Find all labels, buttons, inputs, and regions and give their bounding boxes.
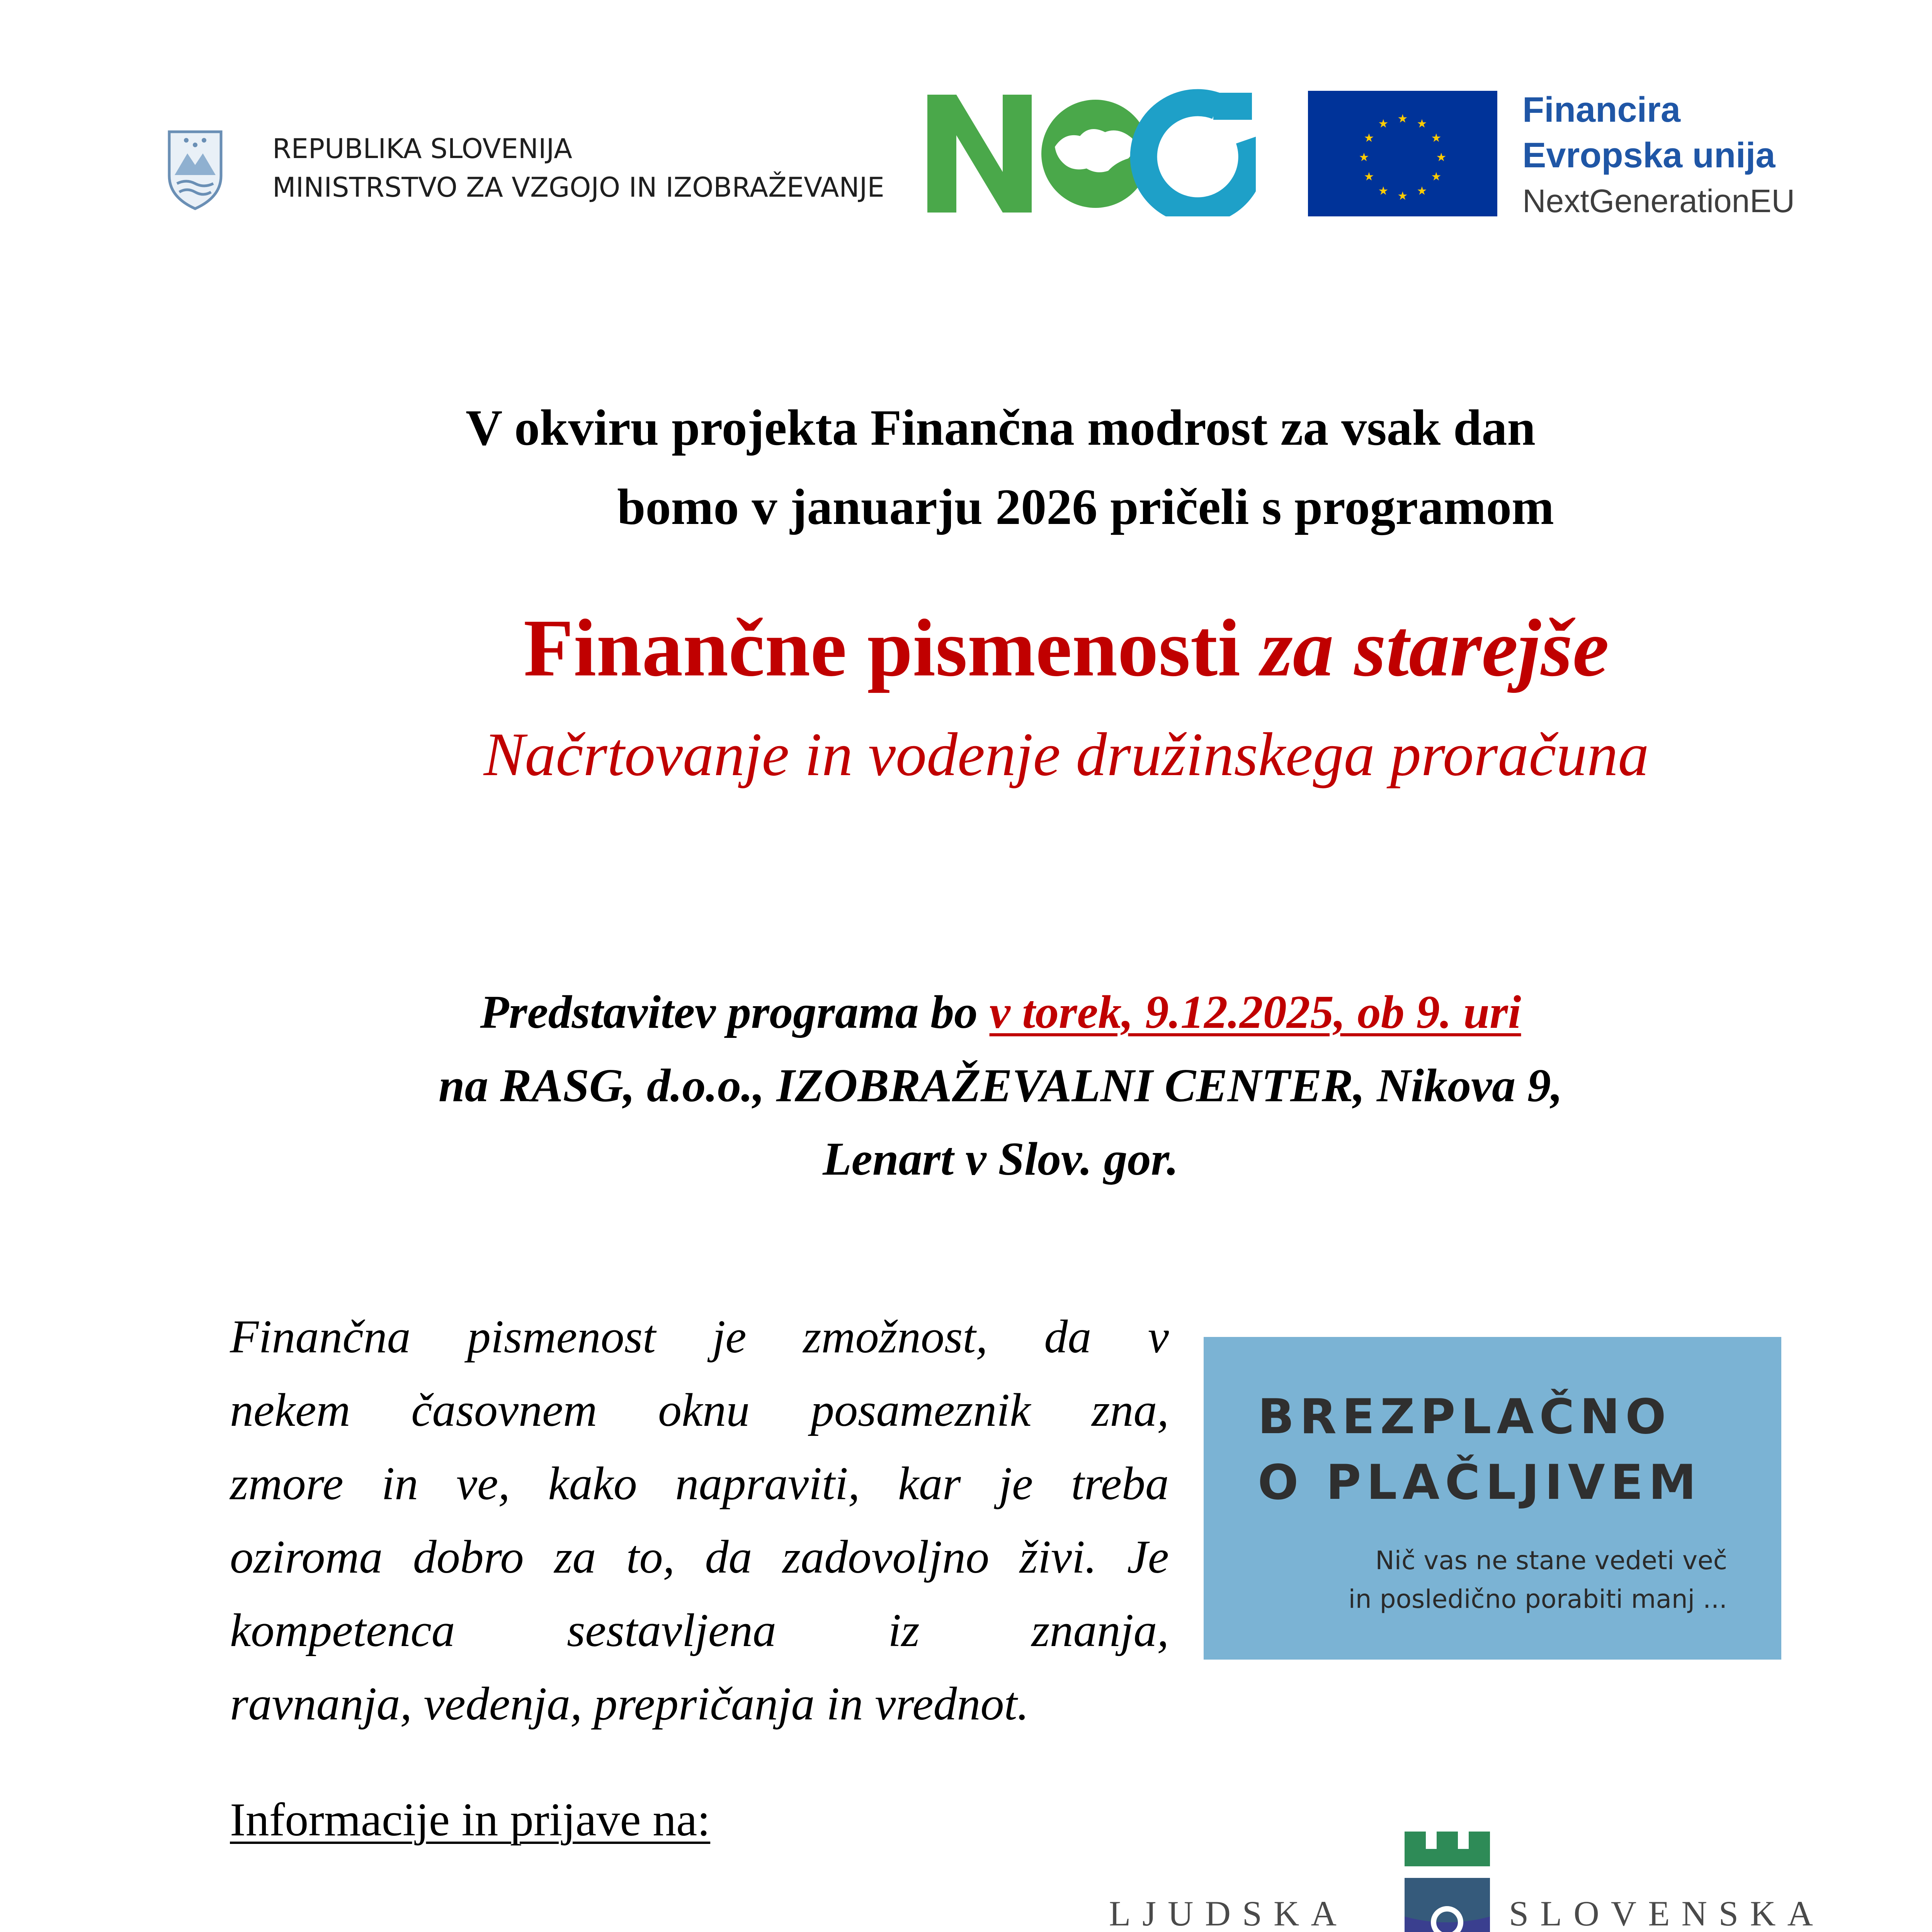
intro-line-2: bomo v januarju 2026 pričeli s programom	[617, 478, 1554, 535]
badge-line-1: BREZPLAČNO	[1258, 1389, 1672, 1445]
financial-literacy-paragraph	[230, 1300, 1169, 1741]
eu-line-1: Financira	[1522, 90, 1681, 129]
lu-right-1: SLOVENSKA	[1509, 1894, 1825, 1932]
svg-text:★: ★	[1378, 117, 1389, 131]
gov-ministry-text	[272, 129, 884, 207]
eu-line-3: NextGenerationEU	[1522, 183, 1795, 219]
gov-coat-of-arms-icon	[166, 129, 224, 211]
svg-text:★: ★	[1431, 170, 1442, 184]
program-title-main: Finančne pismenosti	[523, 602, 1261, 693]
paragraph-line: ravnanja, vedenja, prepričanja in vrednot.	[230, 1678, 1029, 1730]
paragraph-line: kompetenca sestavljena iz znanja,	[230, 1604, 1169, 1656]
svg-text:★: ★	[1417, 117, 1427, 131]
eu-line-2: Evropska unija	[1522, 136, 1776, 175]
badge-line-3: Nič vas ne stane vedeti več	[1375, 1546, 1727, 1575]
paragraph-line: nekem časovnem oknu posameznik zna,	[230, 1384, 1169, 1436]
svg-text:★: ★	[1397, 112, 1408, 126]
svg-text:★: ★	[1359, 151, 1369, 164]
badge-line-2: O PLAČLJIVEM	[1258, 1455, 1702, 1510]
presentation-line-2: na RASG, d.o.o., IZOBRAŽEVALNI CENTER, Nikova 9,	[438, 1060, 1563, 1112]
lu-left-1: LJUDSKA	[1109, 1894, 1348, 1932]
eu-funding-text	[1522, 87, 1795, 224]
badge-line-4: in posledično porabiti manj ...	[1348, 1584, 1727, 1614]
svg-text:★: ★	[1431, 131, 1442, 145]
svg-text:★: ★	[1397, 189, 1408, 203]
paragraph-line: Finančna pismenost je zmožnost, da v	[230, 1311, 1169, 1363]
intro-line-1: V okviru projekta Finančna modrost za vsak dan	[466, 399, 1536, 456]
lu-logo-right-text	[1509, 1891, 1825, 1932]
presentation-prefix: Predstavitev programa bo	[480, 986, 990, 1038]
lu-logo-left-text	[1109, 1891, 1383, 1932]
gov-line-2: MINISTRSTVO ZA VZGOJO IN IZOBRAŽEVANJE	[272, 172, 884, 203]
program-title-emphasis: za starejše	[1261, 602, 1609, 693]
svg-text:★: ★	[1436, 151, 1447, 164]
eu-flag-icon	[1308, 91, 1497, 216]
noo-logo-icon	[923, 89, 1256, 216]
program-title	[0, 601, 1932, 695]
castle-key-shield-icon	[1397, 1832, 1497, 1932]
presentation-line-3: Lenart v Slov. gor.	[823, 1133, 1179, 1185]
svg-text:★: ★	[1364, 170, 1374, 184]
gov-line-1: REPUBLIKA SLOVENIJA	[272, 133, 573, 165]
program-subtitle: Načrtovanje in vodenje družinskega proračuna	[483, 720, 1649, 789]
svg-text:★: ★	[1378, 184, 1389, 198]
presentation-line-1	[0, 985, 1932, 1039]
free-badge	[1204, 1337, 1781, 1660]
paragraph-line: oziroma dobro za to, da zadovoljno živi. Je	[230, 1531, 1169, 1583]
info-label: Informacije in prijave na:	[230, 1794, 711, 1846]
paragraph-line: zmore in ve, kako napraviti, kar je treba	[230, 1458, 1169, 1510]
svg-text:★: ★	[1364, 131, 1374, 145]
svg-text:★: ★	[1417, 184, 1427, 198]
presentation-date: v torek, 9.12.2025, ob 9. uri	[989, 986, 1521, 1038]
